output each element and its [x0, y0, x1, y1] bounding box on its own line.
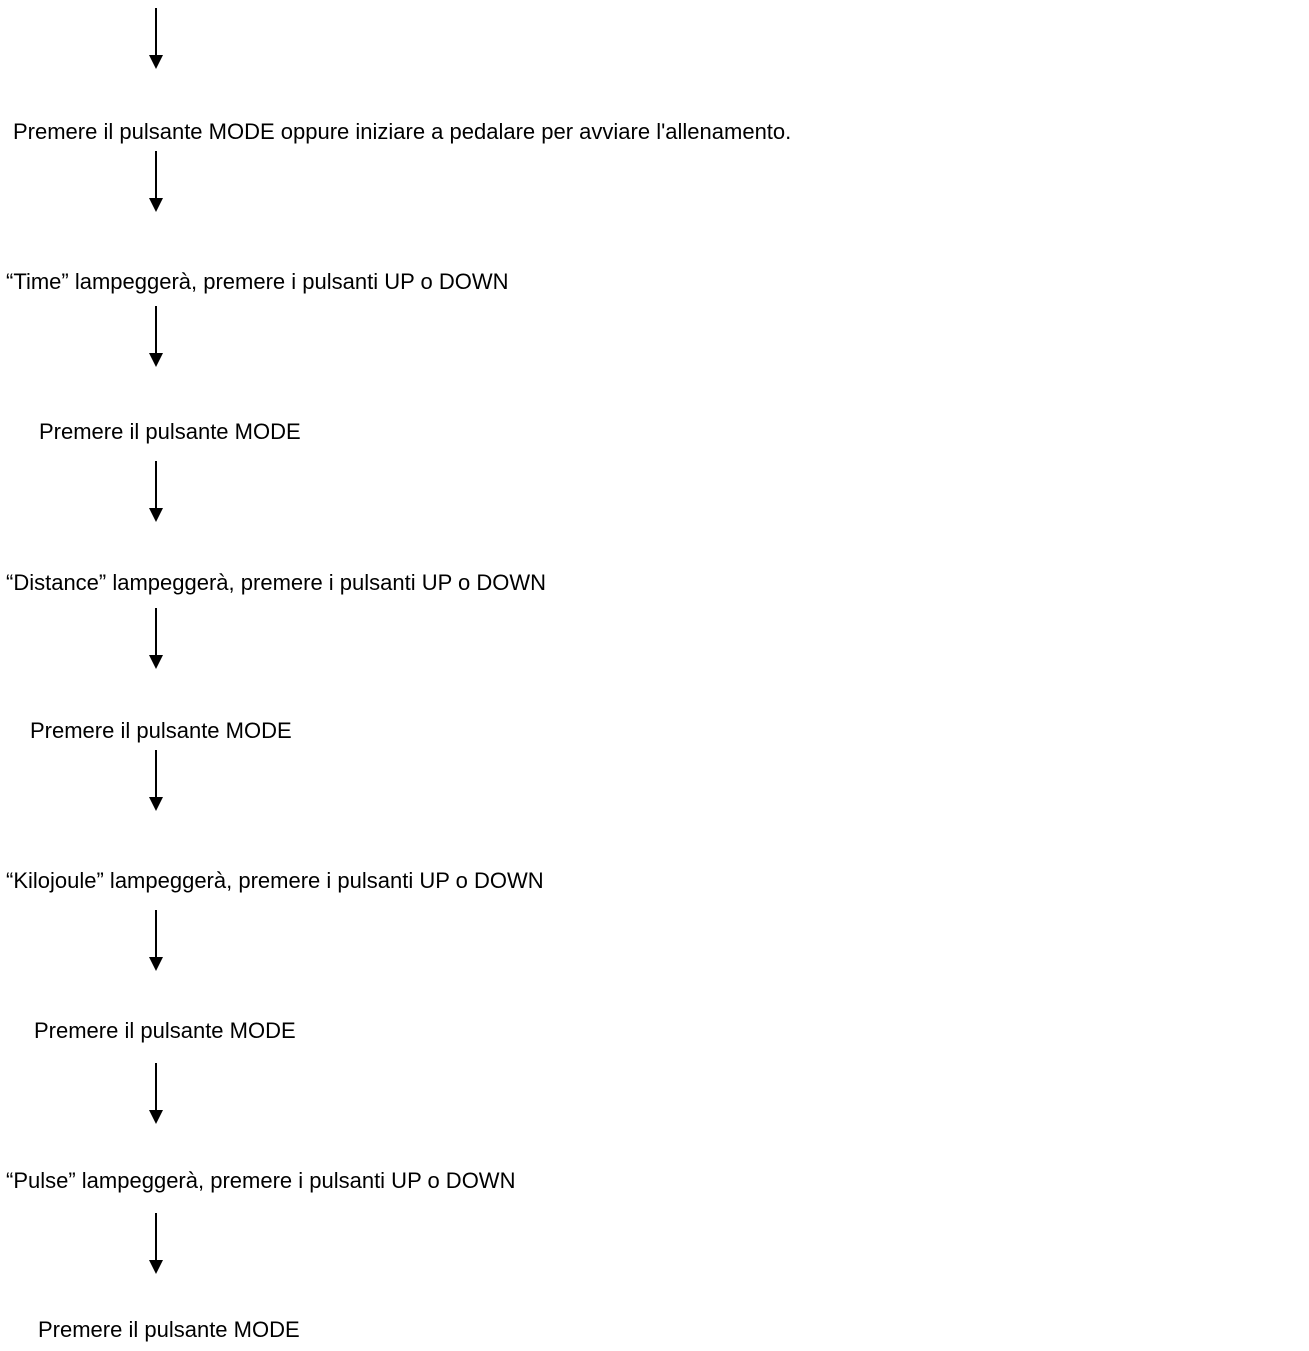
step-start-workout: Premere il pulsante MODE oppure iniziare a pedalare per avviare l'allenamento. [13, 119, 792, 144]
step-press-mode: Premere il pulsante MODE [39, 419, 301, 444]
step-press-mode: Premere il pulsante MODE [34, 1018, 296, 1043]
down-arrow-icon [148, 1213, 164, 1275]
down-arrow-icon [148, 608, 164, 670]
step-distance-blinks: “Distance” lampeggerà, premere i pulsanti UP o DOWN [6, 570, 547, 595]
step-time-blinks: “Time” lampeggerà, premere i pulsanti UP o DOWN [6, 269, 509, 294]
down-arrow-icon [148, 1063, 164, 1125]
down-arrow-icon [148, 910, 164, 972]
down-arrow-icon [148, 461, 164, 523]
step-kilojoule-blinks: “Kilojoule” lampeggerà, premere i pulsanti UP o DOWN [6, 868, 544, 893]
down-arrow-icon [148, 8, 164, 70]
down-arrow-icon [148, 306, 164, 368]
down-arrow-icon [148, 151, 164, 213]
step-pulse-blinks: “Pulse” lampeggerà, premere i pulsanti UP o DOWN [6, 1168, 516, 1193]
step-press-mode: Premere il pulsante MODE [38, 1317, 300, 1342]
step-press-mode: Premere il pulsante MODE [30, 718, 292, 743]
down-arrow-icon [148, 750, 164, 812]
